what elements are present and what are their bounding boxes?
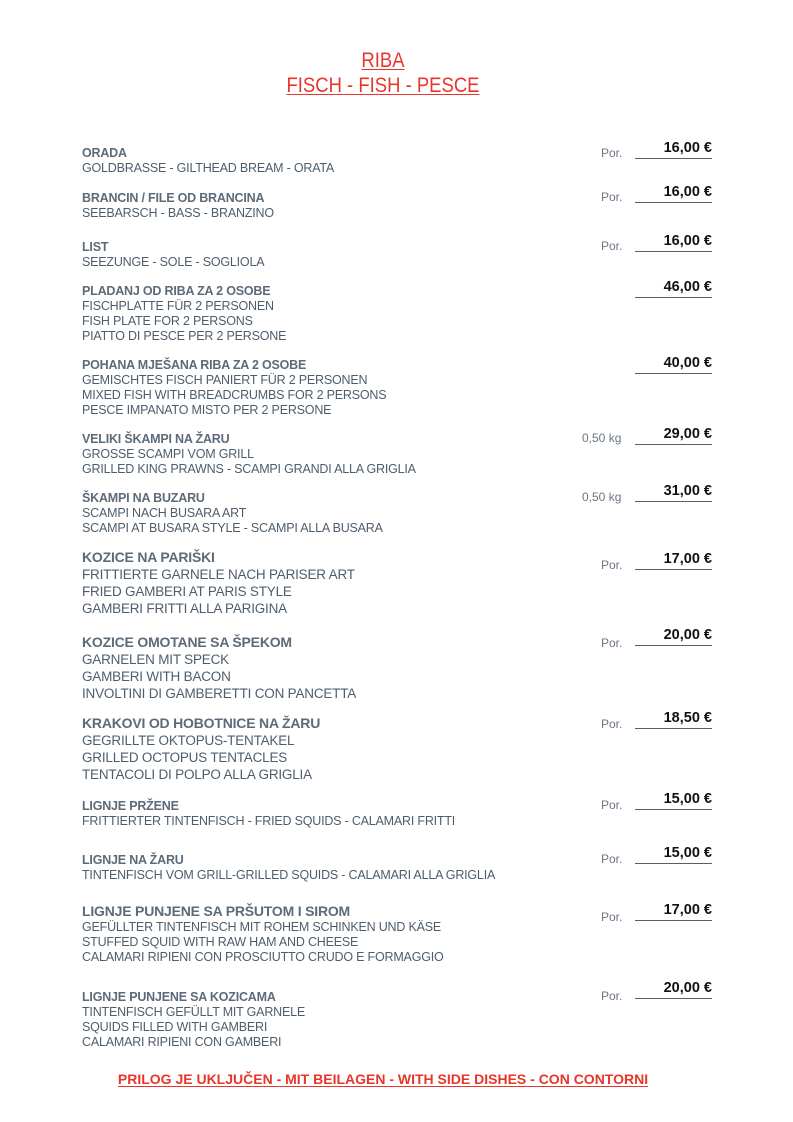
item-description: GRILLED OCTOPUS TENTACLES [82, 750, 288, 765]
item-description: SCAMPI AT BUSARA STYLE - SCAMPI ALLA BUSARA [82, 521, 383, 535]
menu-item-scampi-busara [82, 491, 602, 536]
item-name: KRAKOVI OD HOBOTNICE NA ŽARU [82, 715, 321, 731]
menu-item-fried-squid [82, 799, 602, 829]
item-unit: Por. [601, 636, 623, 650]
item-name: KOZICE NA PARIŠKI [82, 549, 215, 565]
item-price: 17,00 € [635, 902, 712, 921]
menu-item-fish-plate [82, 284, 602, 344]
item-name: LIGNJE PRŽENE [82, 799, 179, 813]
item-price: 15,00 € [635, 845, 712, 864]
item-unit: Por. [601, 190, 623, 204]
item-description: GAMBERI WITH BACON [82, 669, 231, 684]
item-price: 46,00 € [635, 279, 712, 298]
item-price: 16,00 € [635, 184, 712, 203]
menu-item-brancin [82, 191, 602, 221]
item-name: KOZICE OMOTANE SA ŠPEKOM [82, 634, 292, 650]
item-unit: 0,50 kg [582, 431, 622, 445]
item-price: 40,00 € [635, 355, 712, 374]
menu-item-stuffed-squid-gamberi [82, 990, 602, 1050]
item-price: 15,00 € [635, 791, 712, 810]
item-description: SQUIDS FILLED WITH GAMBERI [82, 1020, 268, 1034]
item-name: VELIKI ŠKAMPI NA ŽARU [82, 432, 230, 446]
item-unit: Por. [601, 717, 623, 731]
item-unit: 0,50 kg [582, 490, 622, 504]
item-unit: Por. [601, 558, 623, 572]
item-price: 16,00 € [635, 233, 712, 252]
item-description: PESCE IMPANATO MISTO PER 2 PERSONE [82, 403, 332, 417]
item-price: 16,00 € [635, 140, 712, 159]
item-description: GROSSE SCAMPI VOM GRILL [82, 447, 254, 461]
item-price: 29,00 € [635, 426, 712, 445]
item-name: LIGNJE PUNJENE SA PRŠUTOM I SIROM [82, 903, 350, 919]
menu-item-gamberi-bacon [82, 634, 602, 702]
item-unit: Por. [601, 852, 623, 866]
item-description: SCAMPI NACH BUSARA ART [82, 506, 247, 520]
item-name: LIGNJE PUNJENE SA KOZICAMA [82, 990, 276, 1004]
item-unit: Por. [601, 989, 623, 1003]
item-name: ŠKAMPI NA BUZARU [82, 491, 205, 505]
item-description: GARNELEN MIT SPECK [82, 652, 229, 667]
item-description: SEEZUNGE - SOLE - SOGLIOLA [82, 255, 265, 269]
menu-item-breaded-fish [82, 358, 602, 418]
item-unit: Por. [601, 798, 623, 812]
item-name: ORADA [82, 146, 127, 160]
item-price: 18,50 € [635, 710, 712, 729]
item-unit: Por. [601, 910, 623, 924]
item-description: CALAMARI RIPIENI CON GAMBERI [82, 1035, 282, 1049]
item-description: PIATTO DI PESCE PER 2 PERSONE [82, 329, 287, 343]
item-price: 17,00 € [635, 551, 712, 570]
item-unit: Por. [601, 239, 623, 253]
item-description: GEGRILLTE OKTOPUS-TENTAKEL [82, 733, 295, 748]
item-name: POHANA MJEŠANA RIBA ZA 2 OSOBE [82, 358, 307, 372]
item-description: TINTENFISCH GEFÜLLT MIT GARNELE [82, 1005, 305, 1019]
menu-title-line2: FISCH - FISH - PESCE [286, 74, 480, 97]
item-unit: Por. [601, 146, 623, 160]
item-description: FRIED GAMBERI AT PARIS STYLE [82, 584, 292, 599]
item-description: TINTENFISCH VOM GRILL-GRILLED SQUIDS - CALAMARI ALLA GRIGLIA [82, 868, 496, 882]
item-description: TENTACOLI DI POLPO ALLA GRIGLIA [82, 767, 312, 782]
menu-item-king-prawns [82, 432, 602, 477]
menu-item-stuffed-squid-ham [82, 903, 602, 965]
menu-title-line1: RIBA [361, 49, 405, 72]
item-description: GRILLED KING PRAWNS - SCAMPI GRANDI ALLA GRIGLIA [82, 462, 416, 476]
item-description: SEEBARSCH - BASS - BRANZINO [82, 206, 274, 220]
item-price: 20,00 € [635, 980, 712, 999]
item-name: LIST [82, 240, 109, 254]
item-description: STUFFED SQUID WITH RAW HAM AND CHEESE [82, 935, 359, 949]
item-description: GEFÜLLTER TINTENFISCH MIT ROHEM SCHINKEN UND KÄSE [82, 920, 441, 934]
item-description: GEMISCHTES FISCH PANIERT FÜR 2 PERSONEN [82, 373, 368, 387]
side-dish-note: PRILOG JE UKLJUČEN - MIT BEILAGEN - WITH SIDE DISHES - CON CONTORNI [117, 1071, 649, 1087]
item-description: INVOLTINI DI GAMBERETTI CON PANCETTA [82, 686, 357, 701]
menu-item-octopus [82, 715, 602, 783]
item-name: PLADANJ OD RIBA ZA 2 OSOBE [82, 284, 271, 298]
item-description: FRITTIERTE GARNELE NACH PARISER ART [82, 567, 355, 582]
item-name: LIGNJE NA ŽARU [82, 853, 184, 867]
item-price: 31,00 € [635, 483, 712, 502]
menu-item-orada [82, 146, 602, 176]
item-description: FRITTIERTER TINTENFISCH - FRIED SQUIDS - CALAMARI FRITTI [82, 814, 456, 828]
item-description: CALAMARI RIPIENI CON PROSCIUTTO CRUDO E FORMAGGIO [82, 950, 444, 964]
menu-item-list [82, 240, 602, 270]
menu-item-grilled-squid [82, 853, 602, 883]
menu-item-paris-gamberi [82, 549, 602, 617]
item-description: GAMBERI FRITTI ALLA PARIGINA [82, 601, 287, 616]
item-description: GOLDBRASSE - GILTHEAD BREAM - ORATA [82, 161, 335, 175]
item-description: MIXED FISH WITH BREADCRUMBS FOR 2 PERSONS [82, 388, 387, 402]
item-name: BRANCIN / FILE OD BRANCINA [82, 191, 265, 205]
item-description: FISCHPLATTE FÜR 2 PERSONEN [82, 299, 274, 313]
item-description: FISH PLATE FOR 2 PERSONS [82, 314, 253, 328]
item-price: 20,00 € [635, 627, 712, 646]
